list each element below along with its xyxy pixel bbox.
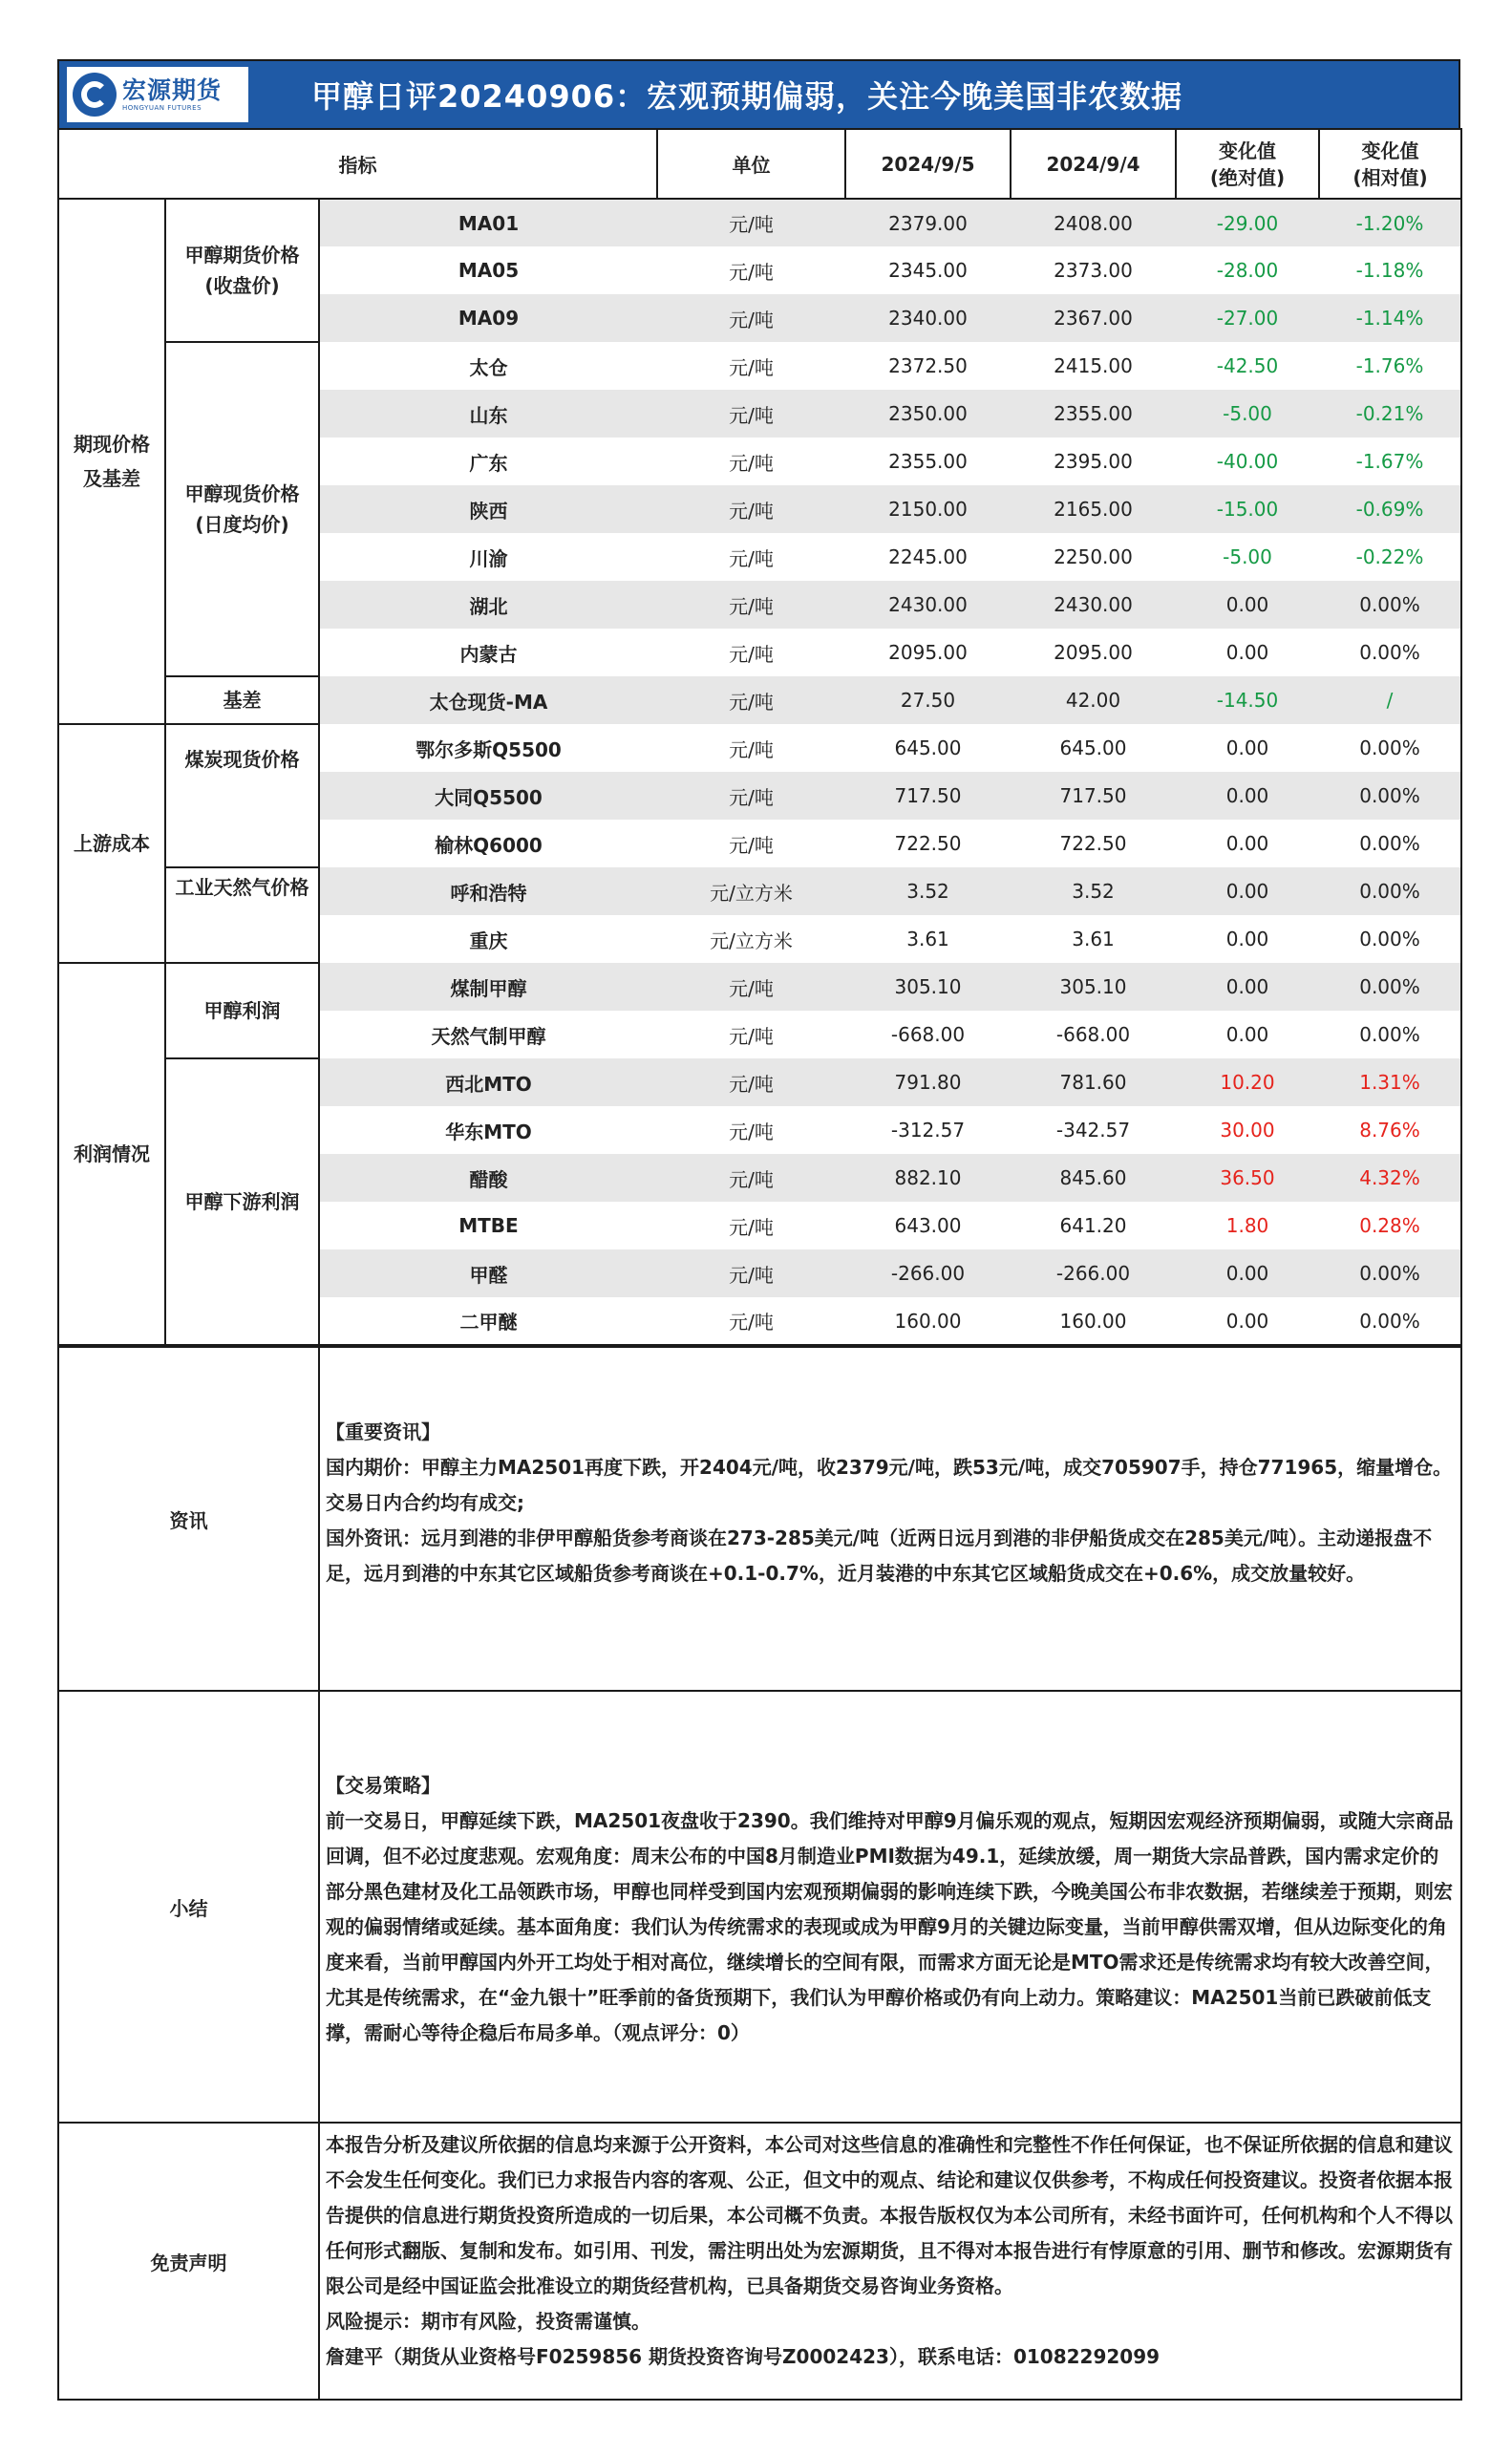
price-table — [57, 128, 1462, 1346]
row-change-rel: 4.32% — [1319, 1154, 1461, 1202]
category-profit: 利润情况 — [58, 963, 165, 1345]
row-value-date2: 845.60 — [1011, 1154, 1176, 1202]
row-change-rel: 0.00% — [1319, 820, 1461, 867]
row-change-rel: 0.00% — [1319, 772, 1461, 820]
row-unit: 元/吨 — [729, 1215, 774, 1239]
news-foreign: 国外资讯：远月到港的非伊甲醇船货参考商谈在273-285美元/吨（近两日远月到港的非伊船货成交在285美元/吨）。主动递报盘不足，远月到港的中东其它区域船货参考商谈在+0.1-0.7%，近月装港的中东其它区域船货成交在+0.6%，成交放量较好。 — [326, 1526, 1433, 1585]
row-change-rel: -0.21% — [1319, 390, 1461, 438]
table-row — [58, 199, 1461, 246]
row-indicator: 太仓 — [319, 342, 657, 390]
row-unit: 元/吨 — [657, 390, 845, 438]
row-value-date2: 3.61 — [1072, 928, 1115, 950]
row-value-date1: 645.00 — [894, 736, 962, 759]
col-change-abs: 变化值 (绝对值) — [1176, 129, 1319, 199]
text-sections — [57, 1346, 1462, 2401]
row-value-date2: 2415.00 — [1054, 354, 1133, 377]
company-logo — [67, 67, 248, 122]
col-indicator: 指标 — [58, 129, 657, 199]
news-heading: 【重要资讯】 — [326, 1420, 440, 1443]
row-change-abs: -5.00 — [1223, 545, 1272, 568]
row-indicator: 醋酸 — [319, 1154, 657, 1202]
row-value-date1: 2379.00 — [845, 199, 1011, 246]
row-value-date2: 2250.00 — [1054, 545, 1133, 568]
table-row — [58, 1058, 1461, 1106]
row-value-date1: 717.50 — [845, 772, 1011, 820]
row-indicator: 太仓现货-MA — [319, 676, 657, 724]
row-value-date1: 2372.50 — [888, 354, 968, 377]
row-value-date2: 160.00 — [1011, 1297, 1176, 1345]
row-indicator: 鄂尔多斯Q5500 — [319, 724, 657, 772]
row-change-abs: -29.00 — [1176, 199, 1319, 246]
row-value-date2: 781.60 — [1011, 1058, 1176, 1106]
row-change-abs: 0.00 — [1225, 928, 1269, 950]
row-unit: 元/吨 — [657, 1154, 845, 1202]
row-value-date2: -342.57 — [1055, 1119, 1131, 1142]
row-indicator: MA05 — [319, 246, 657, 294]
row-value-date2: 2395.00 — [1054, 450, 1133, 473]
row-unit: 元/吨 — [657, 1249, 845, 1297]
row-unit: 元/吨 — [657, 1058, 845, 1106]
row-change-abs: 0.00 — [1225, 736, 1269, 759]
row-change-rel: 0.00% — [1319, 1297, 1461, 1345]
row-value-date1: 160.00 — [845, 1297, 1011, 1345]
row-indicator: 西北MTO — [319, 1058, 657, 1106]
table-row — [58, 867, 1461, 915]
row-change-rel: 0.00% — [1319, 963, 1461, 1011]
row-indicator: 湖北 — [319, 581, 657, 629]
group-spot-price: 甲醇现货价格 (日度均价) — [165, 342, 319, 676]
row-change-abs: -14.50 — [1176, 676, 1319, 724]
row-value-date2: 645.00 — [1059, 736, 1127, 759]
row-value-date2: 42.00 — [1011, 676, 1176, 724]
row-change-rel: -1.14% — [1319, 294, 1461, 342]
summary-content — [319, 1691, 1461, 2123]
row-value-date1: 643.00 — [894, 1214, 962, 1237]
row-value-date2: 2095.00 — [1054, 641, 1133, 664]
row-value-date2: -266.00 — [1011, 1249, 1176, 1297]
row-value-date2: 3.52 — [1011, 867, 1176, 915]
row-value-date1: -266.00 — [845, 1249, 1011, 1297]
row-change-rel: 0.28% — [1319, 1202, 1461, 1249]
table-row — [58, 724, 1461, 772]
disclaimer-text: 本报告分析及建议所依据的信息均来源于公开资料，本公司对这些信息的准确性和完整性不作任何保证，也不保证所依据的信息和建议不会发生任何变化。我们已力求报告内容的客观、公正，但文中的观点、结论和建议仅供参考，不构成任何投资建议。投资者依据本报告提供的信息进行期货投资所造成的一切后果，本公司概不负责。本报告版权仅为本公司所有，未经书面许可，任何机构和个人不得以任何形式翻版、复制和发布。如引用、刊发，需注明出处为宏源期货，且不得对本报告进行有悖原意的引用、删节和修改。宏源期货有限公司是经中国证监会批准设立的期货经营机构，已具备期货交易咨询业务资格。 — [326, 2133, 1453, 2297]
row-value-date1: 2245.00 — [888, 545, 968, 568]
logo-icon — [73, 73, 117, 117]
table-row — [58, 963, 1461, 1011]
col-date2: 2024/9/4 — [1011, 129, 1176, 199]
row-change-abs: 0.00 — [1176, 581, 1319, 629]
row-indicator: 煤制甲醇 — [319, 963, 657, 1011]
row-change-abs: 0.00 — [1225, 1023, 1269, 1046]
group-futures-price: 甲醇期货价格 (收盘价) — [165, 199, 319, 342]
row-change-abs: -28.00 — [1216, 259, 1279, 282]
row-unit: 元/吨 — [729, 260, 774, 284]
row-change-rel: -0.69% — [1319, 485, 1461, 533]
row-indicator: 广东 — [319, 438, 657, 485]
row-indicator: MA09 — [319, 294, 657, 342]
row-change-rel: 0.00% — [1319, 629, 1461, 676]
row-value-date1: 2350.00 — [845, 390, 1011, 438]
col-date1: 2024/9/5 — [845, 129, 1011, 199]
row-value-date1: 27.50 — [845, 676, 1011, 724]
row-indicator: 天然气制甲醇 — [319, 1011, 657, 1058]
row-value-date1: 2340.00 — [845, 294, 1011, 342]
row-value-date2: 2355.00 — [1011, 390, 1176, 438]
row-change-abs: -40.00 — [1216, 450, 1279, 473]
row-change-abs: 36.50 — [1176, 1154, 1319, 1202]
row-unit: 元/吨 — [657, 963, 845, 1011]
news-content — [319, 1347, 1461, 1691]
row-value-date1: 3.61 — [906, 928, 949, 950]
row-indicator: 华东MTO — [319, 1106, 657, 1154]
row-change-rel: -0.22% — [1319, 533, 1461, 581]
row-indicator: 陕西 — [319, 485, 657, 533]
row-unit: 元/吨 — [729, 1024, 774, 1048]
row-value-date1: -668.00 — [890, 1023, 966, 1046]
report-title: 甲醇日评20240906：宏观预期偏弱，关注今晚美国非农数据 — [311, 78, 1183, 115]
row-unit: 元/吨 — [729, 737, 774, 761]
row-change-rel: 0.00% — [1319, 581, 1461, 629]
row-value-date2: 305.10 — [1011, 963, 1176, 1011]
row-value-date1: 722.50 — [894, 832, 962, 855]
row-indicator: 甲醛 — [319, 1249, 657, 1297]
row-change-abs: -42.50 — [1216, 354, 1279, 377]
row-change-rel: 0.00% — [1319, 1249, 1461, 1297]
row-change-abs: 0.00 — [1176, 867, 1319, 915]
col-change-rel: 变化值 (相对值) — [1319, 129, 1461, 199]
row-value-date1: 2345.00 — [888, 259, 968, 282]
row-change-abs: 0.00 — [1176, 1249, 1319, 1297]
row-indicator: MA01 — [319, 199, 657, 246]
group-basis: 基差 — [165, 676, 319, 724]
row-change-abs: -27.00 — [1176, 294, 1319, 342]
disclaimer-label: 免责声明 — [58, 2123, 319, 2400]
row-unit: 元/吨 — [729, 1120, 774, 1143]
disclaimer-content — [319, 2123, 1461, 2400]
row-change-abs: 0.00 — [1225, 832, 1269, 855]
row-value-date1: -312.57 — [890, 1119, 966, 1142]
summary-heading: 【交易策略】 — [326, 1774, 440, 1797]
row-change-rel: -1.18% — [1319, 246, 1461, 294]
row-unit: 元/吨 — [657, 676, 845, 724]
row-unit: 元/吨 — [657, 199, 845, 246]
row-indicator: 山东 — [319, 390, 657, 438]
row-value-date2: 2430.00 — [1011, 581, 1176, 629]
news-label: 资讯 — [58, 1347, 319, 1691]
row-value-date2: 722.50 — [1059, 832, 1127, 855]
logo-name: 宏源期货 — [122, 76, 223, 104]
category-price-basis: 期现价格 及基差 — [58, 199, 165, 724]
row-unit: 元/吨 — [729, 546, 774, 570]
risk-warning: 风险提示：期市有风险，投资需谨慎。 — [326, 2310, 650, 2333]
row-unit: 元/吨 — [657, 581, 845, 629]
category-upstream-cost: 上游成本 — [58, 724, 165, 963]
row-value-date1: 2095.00 — [888, 641, 968, 664]
row-value-date1: 791.80 — [845, 1058, 1011, 1106]
row-unit: 元/吨 — [657, 772, 845, 820]
row-value-date2: 2373.00 — [1054, 259, 1133, 282]
row-change-rel: 0.00% — [1319, 867, 1461, 915]
row-change-rel: 1.31% — [1319, 1058, 1461, 1106]
row-value-date2: 2165.00 — [1011, 485, 1176, 533]
row-unit: 元/立方米 — [710, 929, 793, 952]
summary-label: 小结 — [58, 1691, 319, 2123]
row-change-rel: 0.00% — [1319, 915, 1461, 963]
row-change-rel: 0.00% — [1319, 724, 1461, 772]
row-unit: 元/吨 — [657, 485, 845, 533]
row-value-date2: 2367.00 — [1011, 294, 1176, 342]
row-indicator: 大同Q5500 — [319, 772, 657, 820]
row-indicator: MTBE — [319, 1202, 657, 1249]
row-value-date1: 2150.00 — [845, 485, 1011, 533]
row-value-date1: 3.52 — [845, 867, 1011, 915]
row-change-rel: -1.20% — [1319, 199, 1461, 246]
row-unit: 元/吨 — [729, 451, 774, 475]
row-change-abs: 0.00 — [1176, 963, 1319, 1011]
row-unit: 元/吨 — [729, 355, 774, 379]
col-unit: 单位 — [657, 129, 845, 199]
row-indicator: 重庆 — [319, 915, 657, 963]
row-indicator: 内蒙古 — [319, 629, 657, 676]
group-downstream-profit: 甲醇下游利润 — [165, 1058, 319, 1345]
row-indicator: 二甲醚 — [319, 1297, 657, 1345]
row-change-rel: -1.76% — [1319, 342, 1461, 390]
row-unit: 元/吨 — [729, 642, 774, 666]
table-row — [58, 342, 1461, 390]
row-value-date2: -668.00 — [1055, 1023, 1131, 1046]
group-coal-price: 煤炭现货价格 — [165, 724, 319, 867]
row-change-abs: 0.00 — [1176, 1297, 1319, 1345]
row-change-abs: 0.00 — [1225, 641, 1269, 664]
report-sheet — [57, 59, 1460, 2401]
row-indicator: 榆林Q6000 — [319, 820, 657, 867]
row-unit: 元/吨 — [729, 833, 774, 857]
report-header — [57, 59, 1460, 128]
row-change-rel: / — [1319, 676, 1461, 724]
row-change-abs: 10.20 — [1176, 1058, 1319, 1106]
group-gas-price: 工业天然气价格 — [165, 867, 319, 963]
table-row — [58, 676, 1461, 724]
news-domestic: 国内期价：甲醇主力MA2501再度下跌，开2404元/吨，收2379元/吨，跌53元/吨，成交705907手，持仓771965，缩量增仓。交易日内合约均有成交; — [326, 1456, 1453, 1514]
row-value-date2: 717.50 — [1011, 772, 1176, 820]
row-indicator: 川渝 — [319, 533, 657, 581]
row-unit: 元/吨 — [657, 1297, 845, 1345]
row-change-rel: 0.00% — [1319, 1011, 1461, 1058]
row-value-date1: 305.10 — [845, 963, 1011, 1011]
row-unit: 元/吨 — [657, 294, 845, 342]
row-unit: 元/立方米 — [657, 867, 845, 915]
row-change-abs: 30.00 — [1220, 1119, 1275, 1142]
analyst-contact: 詹建平（期货从业资格号F0259856 期货投资咨询号Z0002423），联系电话：01082292099 — [326, 2345, 1161, 2368]
row-change-rel: 8.76% — [1319, 1106, 1461, 1154]
row-value-date1: 2430.00 — [845, 581, 1011, 629]
row-value-date1: 882.10 — [845, 1154, 1011, 1202]
logo-name-en: HONGYUAN FUTURES — [122, 104, 202, 112]
row-change-abs: 0.00 — [1176, 772, 1319, 820]
row-indicator: 呼和浩特 — [319, 867, 657, 915]
row-change-rel: -1.67% — [1319, 438, 1461, 485]
summary-strategy: 前一交易日，甲醇延续下跌，MA2501夜盘收于2390。我们维持对甲醇9月偏乐观的观点，短期因宏观经济预期偏弱，或随大宗商品回调，但不必过度悲观。宏观角度：周末公布的中国8月制造业PMI数据为49.1，延续放缓，周一期货大宗品普跌，国内需求定价的部分黑色建材及化工品领跌市场，甲醇也同样受到国内宏观预期偏弱的影响连续下跌，今晚美国公布非农数据，若继续差于预期，则宏观的偏弱情绪或延续。基本面角度：我们认为传统需求的表现或成为甲醇9月的关键边际变量，当前甲醇供需双增，但从边际变化的角度来看，当前甲醇国内外开工均处于相对高位，继续增长的空间有限，而需求方面无论是MTO需求还是传统需求均有较大改善空间，尤其是传统需求，在“金九银十”旺季前的备货预期下，我们认为甲醇价格或仍有向上动力。策略建议：MA2501当前已跌破前低支撑，需耐心等待企稳后布局多单。（观点评分：0） — [326, 1809, 1454, 2044]
row-value-date1: 2355.00 — [888, 450, 968, 473]
row-change-abs: -15.00 — [1176, 485, 1319, 533]
row-change-abs: -5.00 — [1176, 390, 1319, 438]
row-value-date2: 641.20 — [1059, 1214, 1127, 1237]
row-value-date2: 2408.00 — [1011, 199, 1176, 246]
row-change-abs: 1.80 — [1225, 1214, 1269, 1237]
group-methanol-profit: 甲醇利润 — [165, 963, 319, 1058]
